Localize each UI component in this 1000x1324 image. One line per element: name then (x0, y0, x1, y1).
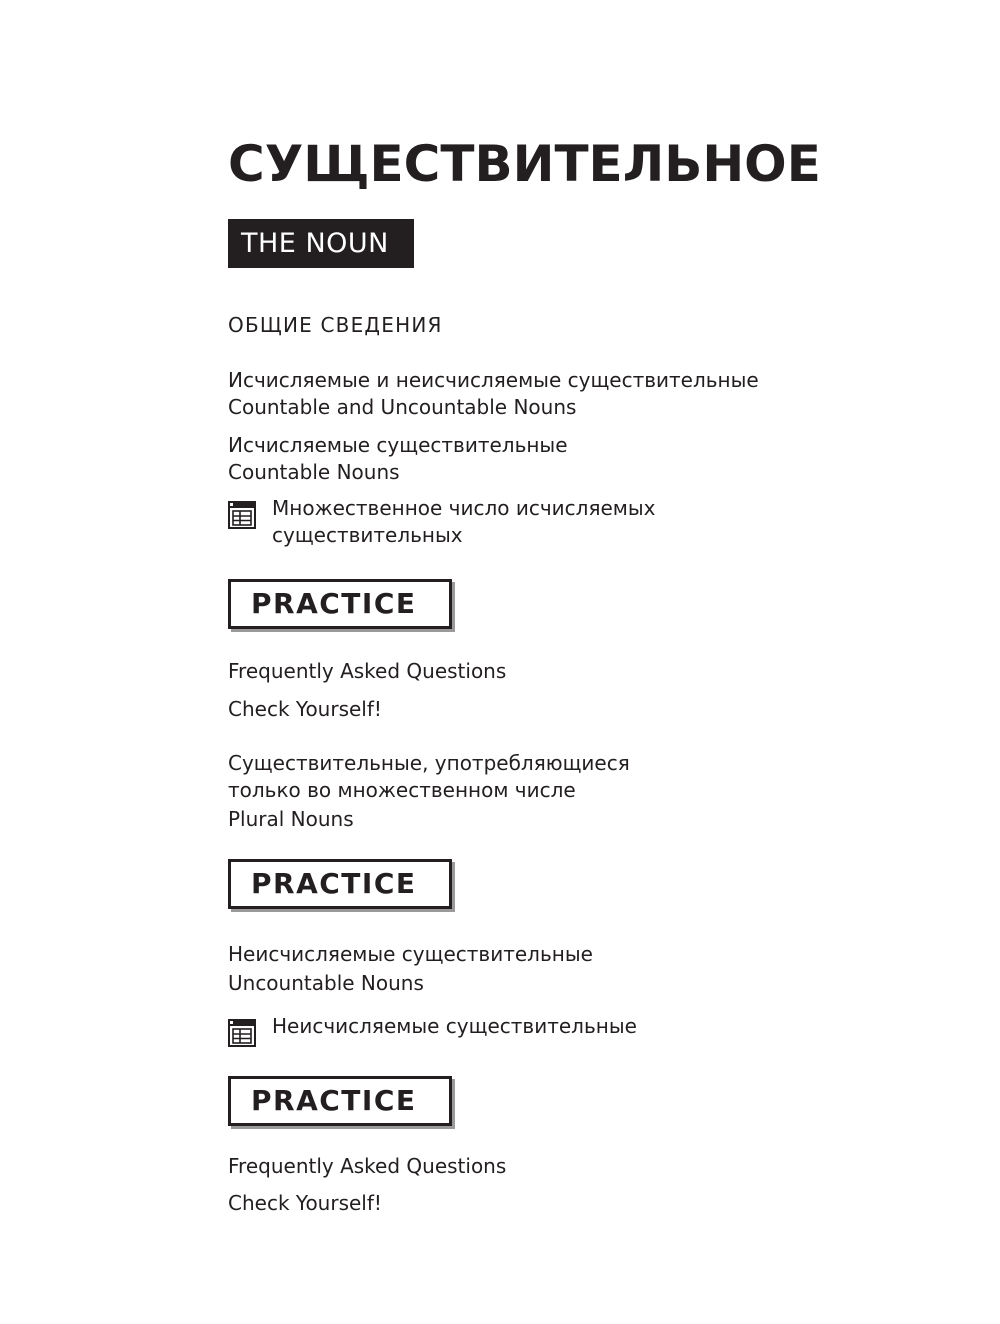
page-title: СУЩЕСТВИТЕЛЬНОЕ (228, 135, 821, 193)
faq-link[interactable]: Frequently Asked Questions (228, 659, 507, 683)
toc-entry[interactable] (228, 367, 759, 421)
subsection-heading: ОБЩИЕ СВЕДЕНИЯ (228, 313, 443, 337)
toc-entry-en: Plural Nouns (228, 807, 354, 831)
toc-entry[interactable] (228, 432, 568, 486)
toc-entry-ru: Существительные, употребляющиеся (228, 751, 630, 775)
toc-entry[interactable] (228, 750, 630, 833)
table-icon (228, 501, 256, 529)
practice-label: PRACTICE (228, 579, 452, 629)
faq-link[interactable]: Frequently Asked Questions (228, 1154, 507, 1178)
toc-entry[interactable] (228, 941, 593, 997)
toc-entry-en: Countable Nouns (228, 460, 400, 484)
toc-entry-en: Uncountable Nouns (228, 971, 424, 995)
practice-heading (228, 579, 452, 631)
toc-entry-ru: Исчисляемые существительные (228, 433, 568, 457)
practice-label: PRACTICE (228, 859, 452, 909)
toc-entry-ru: Исчисляемые и неисчисляемые существительные (228, 368, 759, 392)
table-icon (228, 1019, 256, 1047)
section-badge: THE NOUN (228, 219, 414, 268)
check-yourself-link[interactable]: Check Yourself! (228, 1191, 382, 1215)
practice-label: PRACTICE (228, 1076, 452, 1126)
toc-entry-en: Countable and Uncountable Nouns (228, 395, 577, 419)
toc-table-entry-label: Неисчисляемые существительные (272, 1014, 637, 1038)
check-yourself-link[interactable]: Check Yourself! (228, 697, 382, 721)
practice-heading (228, 1076, 452, 1128)
practice-heading (228, 859, 452, 911)
toc-table-entry-label: Множественное число исчисляемых (272, 496, 656, 520)
toc-entry-ru: Неисчисляемые существительные (228, 942, 593, 966)
toc-entry-ru: только во множественном числе (228, 778, 576, 802)
toc-table-entry-label: существительных (272, 523, 463, 547)
